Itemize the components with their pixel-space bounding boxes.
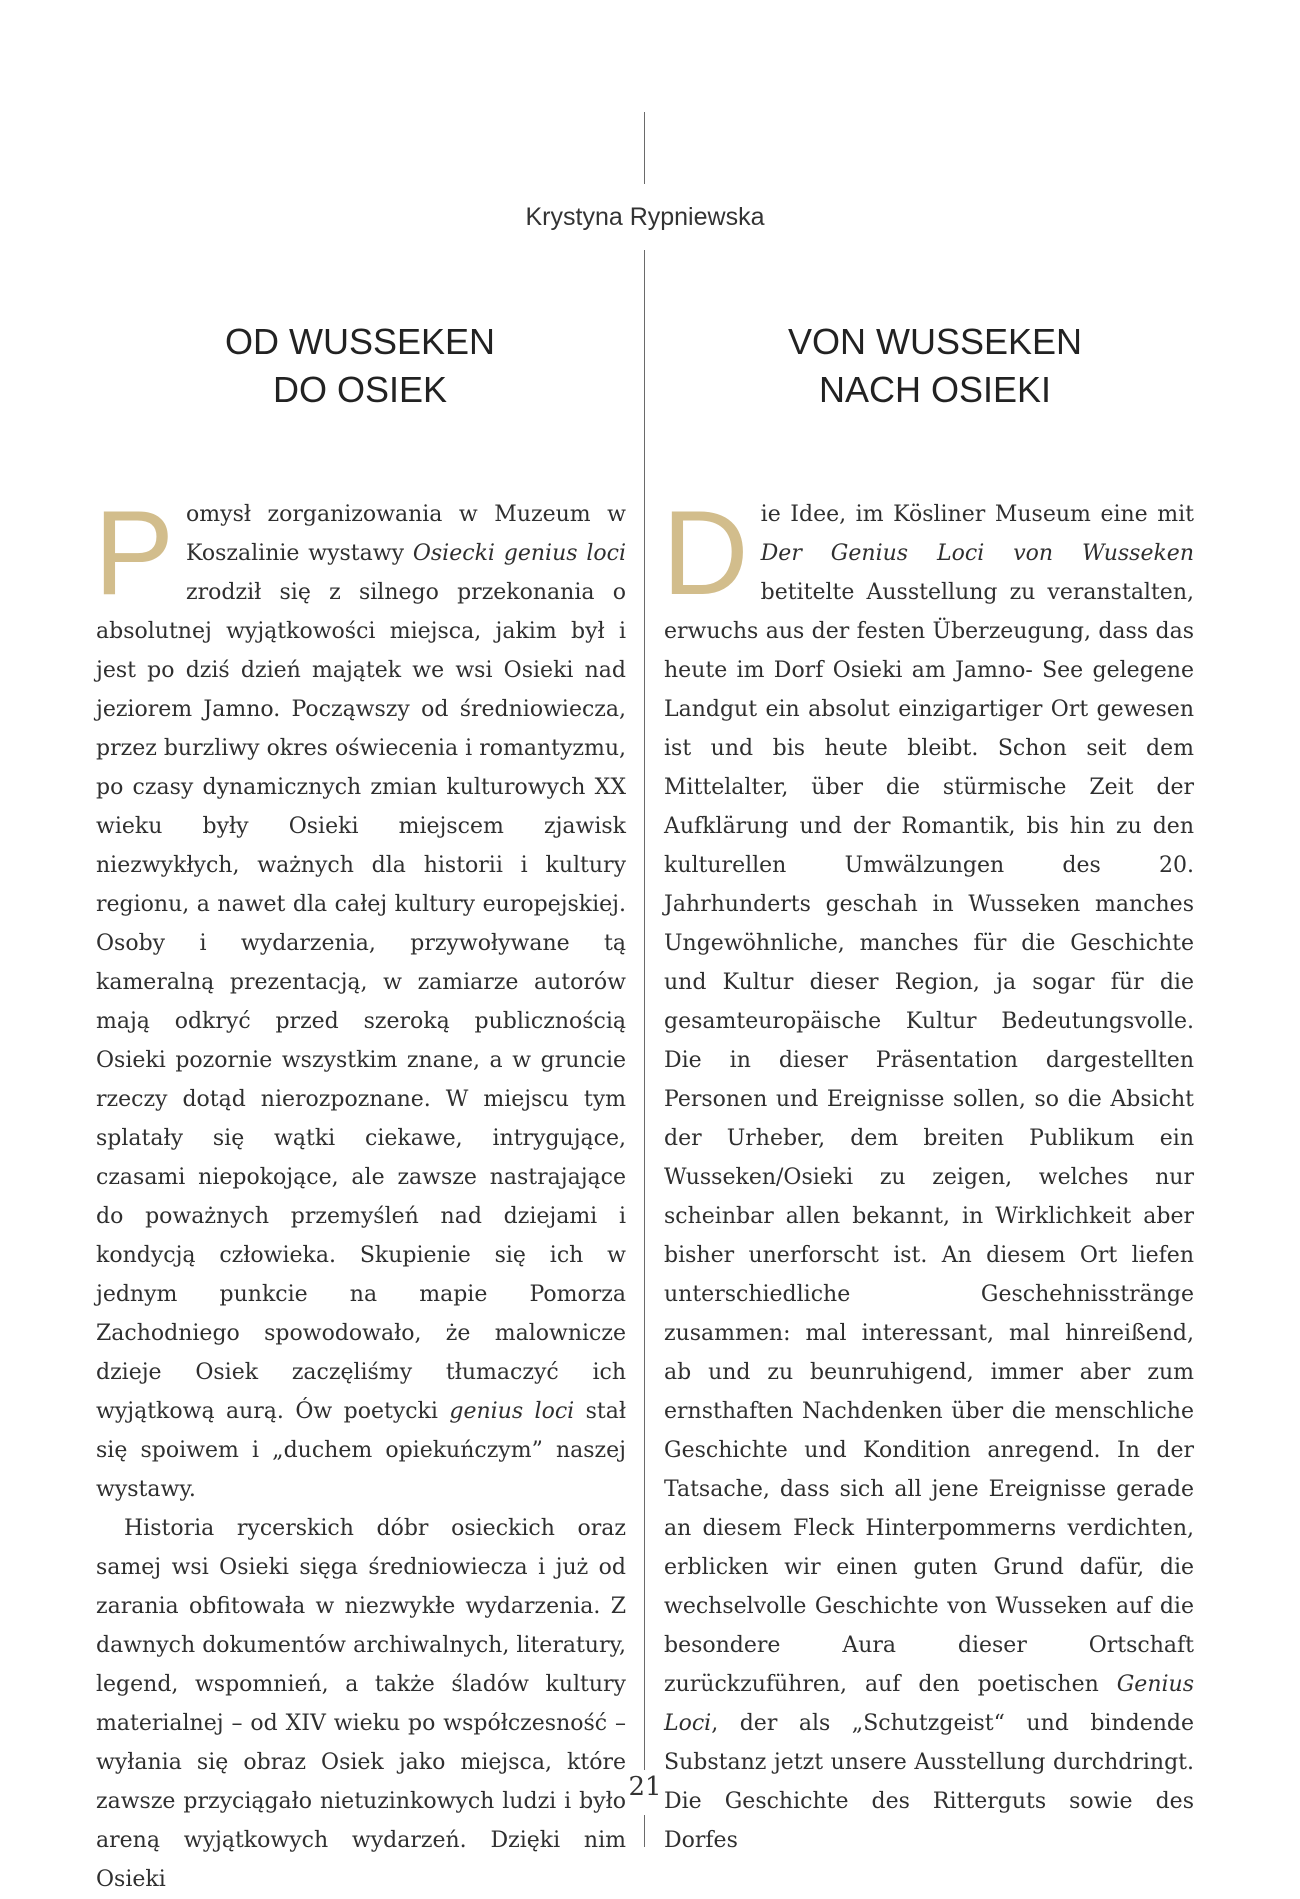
- german-text-1b: betitelte Ausstellung zu veranstalten, erwuchs aus der festen Überzeugung, dass das heute im Dorf Osieki am Jamno- See gelegene Landgut ein absolut einzigartiger Ort gewesen ist und bis heute bleibt. Schon seit dem Mittelalter, über die stürmische Zeit der Aufklärung und der Romantik, bis hin zu den kulturellen Umwälzungen des 20. Jahrhunderts geschah in Wusseken manches Ungewöhnliche, manches für die Geschichte und Kultur dieser Region, ja sogar für die gesamteuropäische Kultur Bedeutungsvolle. Die in dieser Präsentation dargestellten Personen und Ereignisse sollen, so die Absicht der Urheber, dem breiten Publikum ein Wusseken/Osieki zu zeigen, welches nur scheinbar allen bekannt, in Wirklichkeit aber bisher unerforscht ist. An diesem Ort liefen unterschiedliche Geschehnisstränge zusammen: mal interessant, mal hinreißend, ab und zu beunruhigend, immer aber zum ernsthaften Nachdenken über die menschliche Geschichte und Kondition anregend. In der Tatsache, dass sich all jene Ereignisse gerade an diesem Fleck Hinterpommerns verdichten, erblicken wir einen guten Grund dafür, die wechselvolle Geschichte von Wusseken auf die besondere Aura dieser Ortschaft zurückzuführen, auf den poetischen: [664, 580, 1194, 1697]
- polish-dropcap: P: [94, 486, 175, 620]
- author-name: Krystyna Rypniewska: [525, 203, 765, 231]
- german-text-1a: ie Idee, im Kösliner Museum eine mit: [760, 502, 1194, 527]
- polish-paragraph-1: [94, 486, 627, 1509]
- german-column: [662, 486, 1194, 1860]
- german-italic-genius-loci: Genius Loci: [664, 1672, 1194, 1736]
- polish-text-1a: omysł zorganizowania w Muzeum w Koszalinie wystawy: [186, 502, 626, 566]
- polish-text-1c: stał się spoiwem i „duchem opiekuńczym” naszej wystawy.: [96, 1399, 627, 1502]
- column-divider-bottom: [644, 1815, 645, 1847]
- page-number: 21: [628, 1772, 662, 1802]
- polish-title-line2: DO OSIEK: [272, 369, 448, 410]
- german-italic-exhibition-title: Der Genius Loci von Wusseken: [760, 541, 1194, 566]
- polish-title-line1: OD WUSSEKEN: [224, 321, 496, 362]
- german-title-line2: NACH OSIEKI: [818, 369, 1052, 410]
- column-divider: [644, 250, 645, 1770]
- german-paragraph-1: [662, 486, 1194, 1860]
- polish-title: [150, 318, 570, 414]
- polish-italic-exhibition-title: Osiecki genius loci: [412, 541, 626, 566]
- german-title: [725, 318, 1145, 414]
- polish-column: [94, 486, 627, 1899]
- polish-text-1b: zrodził się z silnego przekonania o absolutnej wyjątkowości miejsca, jakim był i jest po dziś dzień majątek we wsi Osieki nad jeziorem Jamno. Począwszy od średniowiecza, przez burzliwy okres oświecenia i romantyzmu, po czasy dynamicznych zmian kulturowych XX wieku były Osieki miejscem zjawisk niezwykłych, ważnych dla historii i kultury regionu, a nawet dla całej kultury europejskiej. Osoby i wydarzenia, przywoływane tą kameralną prezentacją, w zamiarze autorów mają odkryć przed szeroką publicznością Osieki pozornie wszystkim znane, a w gruncie rzeczy dotąd nierozpoznane. W miejscu tym splatały się wątki ciekawe, intrygujące, czasami niepokojące, ale zawsze nastrajające do poważnych przemyśleń nad dziejami i kondycją człowieka. Skupienie się ich w jednym punkcie na mapie Pomorza Zachodniego spowodowało, że malownicze dzieje Osiek zaczęliśmy tłumaczyć ich wyjątkową aurą. Ów poetycki: [96, 580, 626, 1424]
- polish-italic-genius-loci: genius loci: [449, 1399, 575, 1424]
- german-text-1c: , der als „Schutzgeist“ und bindende Substanz jetzt unsere Ausstellung durchdringt. Die Geschichte des Ritterguts sowie des Dorfes: [664, 1711, 1194, 1853]
- german-title-line1: VON WUSSEKEN: [787, 321, 1083, 362]
- german-dropcap: D: [662, 486, 749, 620]
- column-divider-top: [644, 112, 645, 184]
- polish-paragraph-2: Historia rycerskich dóbr osieckich oraz samej wsi Osieki sięga średniowiecza i już od zarania obfitowała w niezwykłe wydarzenia. Z dawnych dokumentów archiwalnych, literatury, legend, wspomnień, a także śladów kultury materialnej – od XIV wieku po współczesność – wyłania się obraz Osiek jako miejsca, które zawsze przyciągało nietuzinkowych ludzi i było areną wyjątkowych wydarzeń. Dzięki nim Osieki: [96, 1516, 626, 1892]
